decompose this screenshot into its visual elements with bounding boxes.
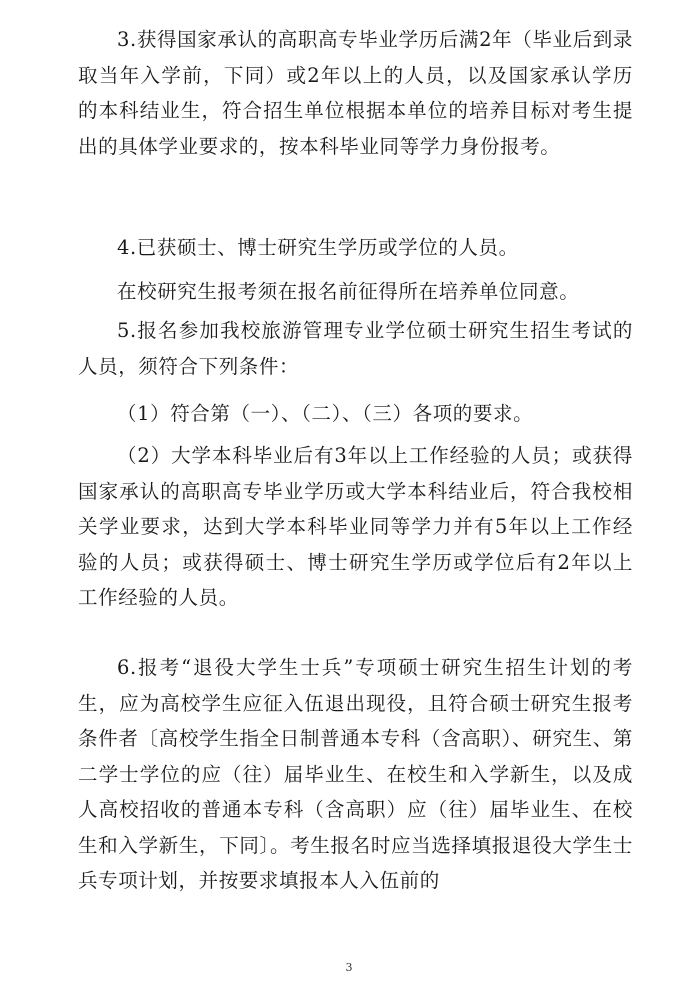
- paragraph-item-3: 3.获得国家承认的高职高专毕业学历后满2年（毕业后到录取当年入学前，下同）或2年以上的人员，以及国家承认学历的本科结业生，符合招生单位根据本单位的培养目标对考生提出的具体学业要求的，按本科毕业同等学力身份报考。: [78, 28, 633, 158]
- paragraph-item-5: 5.报名参加我校旅游管理专业学位硕士研究生招生考试的人员，须符合下列条件：: [78, 319, 633, 378]
- paragraph-condition-1: （1）符合第（一）、（二）、（三）各项的要求。: [117, 402, 534, 425]
- paragraph-item-6: 6.报考“退役大学生士兵”专项硕士研究生招生计划的考生，应为高校学生应征入伍退出现役，且符合硕士研究生报考条件者〔高校学生指全日制普通本专科（含高职）、研究生、第二学士学位的应（往）届毕业生、在校生和入学新生，以及成人高校招收的普通本专科（含高职）应（往）届毕业生、在校生和入学新生，下同〕。考生报名时应当选择填报退役大学生士兵专项计划，并按要求填报本人入伍前的: [78, 656, 633, 892]
- paragraph-enrolled-students: 在校研究生报考须在报名前征得所在培养单位同意。: [117, 280, 580, 303]
- page-number: 3: [345, 961, 353, 974]
- paragraph-item-4: 4.已获硕士、博士研究生学历或学位的人员。: [117, 236, 519, 259]
- paragraph-condition-2: （2）大学本科毕业后有3年以上工作经验的人员；或获得国家承认的高职高专毕业学历或大学本科结业后，符合我校相关学业要求，达到大学本科毕业同等学力并有5年以上工作经验的人员；或获得硕士、博士研究生学历或学位后有2年以上工作经验的人员。: [78, 444, 633, 609]
